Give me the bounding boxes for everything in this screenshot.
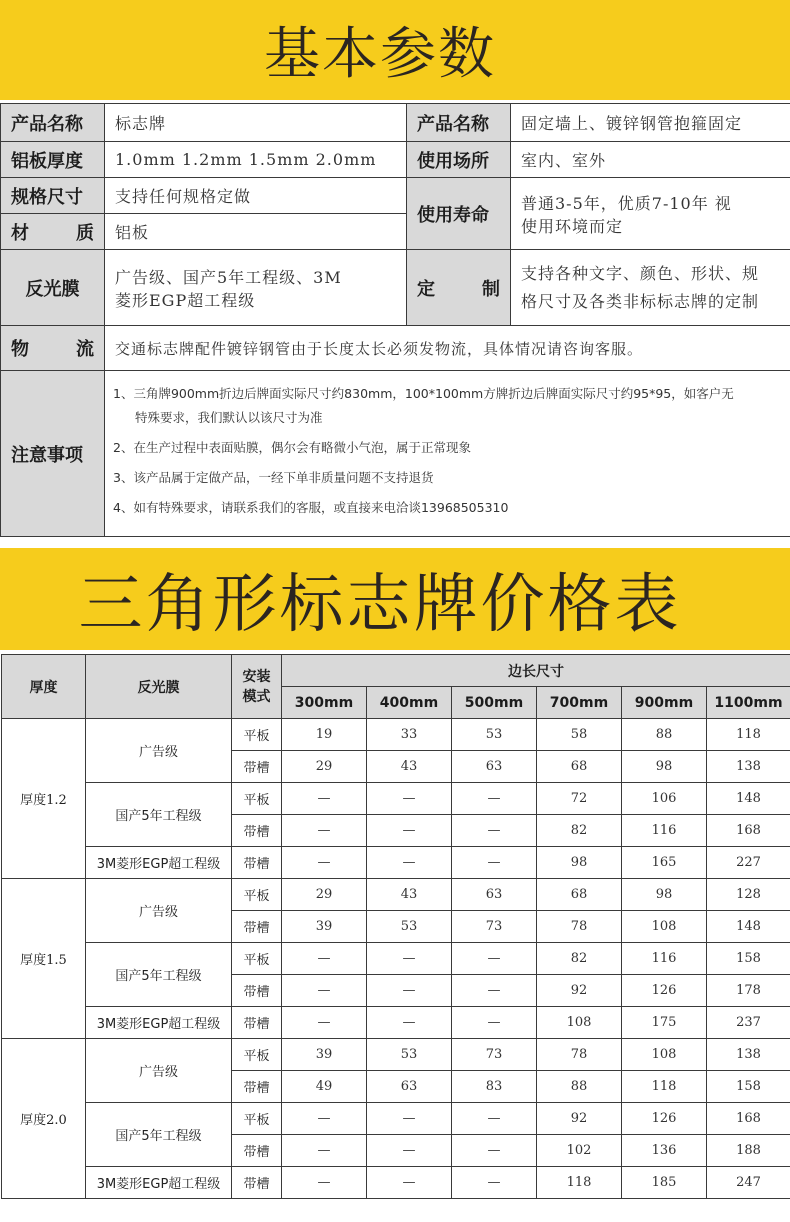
- mount-cell: 带槽: [232, 975, 282, 1007]
- price-cell: 73: [452, 911, 537, 943]
- price-cell: 98: [537, 847, 622, 879]
- notes-value: [105, 371, 790, 537]
- price-cell: 53: [367, 1039, 452, 1071]
- table-row: [2, 1039, 790, 1071]
- note-1: 1、三角牌900mm折边后牌面实际尺寸约830mm，100*100mm方牌折边后牌面实际尺寸约95*95，如客户无: [113, 385, 734, 401]
- custom-line-2: 格尺寸及各类非标标志牌的定制: [521, 291, 760, 311]
- product-name-label: 产品名称: [1, 104, 105, 142]
- size-header: 700mm: [537, 687, 622, 719]
- price-cell: 106: [622, 783, 707, 815]
- price-cell: 237: [707, 1007, 790, 1039]
- film-cell: 3M菱形EGP超工程级: [86, 1007, 232, 1039]
- custom-line-1: 支持各种文字、颜色、形状、规: [521, 263, 760, 283]
- banner-title: 三角形标志牌价格表: [78, 568, 682, 642]
- price-cell: —: [282, 783, 367, 815]
- price-cell: —: [367, 815, 452, 847]
- price-cell: 158: [707, 943, 790, 975]
- price-cell: 63: [452, 751, 537, 783]
- price-cell: —: [452, 1135, 537, 1167]
- price-cell: 43: [367, 879, 452, 911]
- price-cell: —: [367, 1103, 452, 1135]
- note-4: 4、如有特殊要求，请联系我们的客服，或直接来电洽谈13968505310: [113, 499, 509, 515]
- mount-cell: 平板: [232, 1103, 282, 1135]
- params-row: [1, 142, 790, 178]
- mount-cell: 平板: [232, 879, 282, 911]
- price-cell: 83: [452, 1071, 537, 1103]
- params-row: [1, 250, 790, 326]
- fixing-value: 固定墙上、镀锌钢管抱箍固定: [511, 104, 790, 142]
- head-thickness: 厚度: [2, 655, 86, 719]
- price-cell: —: [282, 847, 367, 879]
- price-cell: —: [367, 783, 452, 815]
- price-cell: 148: [707, 911, 790, 943]
- mount-cell: 带槽: [232, 1167, 282, 1199]
- thickness-label: 铝板厚度: [1, 142, 105, 178]
- price-cell: —: [367, 943, 452, 975]
- price-cell: 118: [537, 1167, 622, 1199]
- table-row: [2, 943, 790, 975]
- table-row: [2, 847, 790, 879]
- price-cell: 126: [622, 975, 707, 1007]
- notes-label: 注意事项: [1, 371, 105, 537]
- price-cell: 92: [537, 1103, 622, 1135]
- mount-cell: 平板: [232, 719, 282, 751]
- head-side: 边长尺寸: [282, 655, 790, 687]
- size-value: 支持任何规格定做: [105, 178, 407, 214]
- price-cell: 88: [537, 1071, 622, 1103]
- film-cell: 国产5年工程级: [86, 1103, 232, 1167]
- life-label: 使用寿命: [407, 178, 511, 250]
- size-label: 规格尺寸: [1, 178, 105, 214]
- price-cell: —: [452, 1007, 537, 1039]
- price-cell: 168: [707, 815, 790, 847]
- price-cell: 158: [707, 1071, 790, 1103]
- product-name-value: 标志牌: [105, 104, 407, 142]
- thickness-cell: 厚度1.5: [2, 879, 86, 1039]
- price-cell: —: [367, 847, 452, 879]
- mount-cell: 带槽: [232, 1135, 282, 1167]
- size-header: 400mm: [367, 687, 452, 719]
- price-cell: 19: [282, 719, 367, 751]
- head-mount-line-2: 模式: [242, 688, 271, 705]
- price-cell: 116: [622, 943, 707, 975]
- price-cell: 126: [622, 1103, 707, 1135]
- size-header: 1100mm: [707, 687, 790, 719]
- price-cell: 39: [282, 911, 367, 943]
- mount-cell: 平板: [232, 943, 282, 975]
- price-cell: 68: [537, 751, 622, 783]
- price-cell: 175: [622, 1007, 707, 1039]
- price-cell: 136: [622, 1135, 707, 1167]
- price-cell: 118: [707, 719, 790, 751]
- head-film: 反光膜: [86, 655, 232, 719]
- price-cell: 108: [622, 911, 707, 943]
- price-cell: 63: [452, 879, 537, 911]
- material-value: 铝板: [105, 214, 407, 250]
- price-cell: 82: [537, 943, 622, 975]
- price-cell: 68: [537, 879, 622, 911]
- price-cell: —: [367, 1167, 452, 1199]
- table-row: [2, 719, 790, 751]
- price-cell: 247: [707, 1167, 790, 1199]
- film-label: 反光膜: [1, 250, 105, 326]
- head-mount: [232, 655, 282, 719]
- price-cell: 29: [282, 879, 367, 911]
- price-cell: —: [367, 1007, 452, 1039]
- price-header-row: [2, 655, 790, 687]
- material-label: 材 质: [1, 214, 105, 250]
- basic-params-banner: [0, 0, 790, 100]
- price-cell: 138: [707, 1039, 790, 1071]
- mount-cell: 带槽: [232, 751, 282, 783]
- price-cell: —: [282, 975, 367, 1007]
- price-cell: 39: [282, 1039, 367, 1071]
- price-cell: —: [452, 943, 537, 975]
- price-table-banner: [0, 548, 790, 650]
- price-cell: 178: [707, 975, 790, 1007]
- price-cell: 116: [622, 815, 707, 847]
- mount-cell: 平板: [232, 783, 282, 815]
- life-line-1: 普通3-5年，优质7-10年 视: [521, 193, 732, 213]
- price-body: [2, 719, 790, 1199]
- banner-title: 基本参数: [264, 22, 496, 87]
- life-line-2: 使用环境而定: [521, 216, 624, 236]
- usage-label: 使用场所: [407, 142, 511, 178]
- price-cell: —: [367, 975, 452, 1007]
- price-table: [1, 654, 790, 1199]
- price-cell: 72: [537, 783, 622, 815]
- table-row: [2, 1007, 790, 1039]
- price-cell: 78: [537, 911, 622, 943]
- params-row: [1, 104, 790, 142]
- price-cell: 108: [622, 1039, 707, 1071]
- logistics-label: 物 流: [1, 326, 105, 371]
- price-cell: 98: [622, 751, 707, 783]
- note-1-cont: 特殊要求，我们默认以该尺寸为准: [135, 409, 323, 425]
- price-cell: —: [282, 1007, 367, 1039]
- size-header: 900mm: [622, 687, 707, 719]
- note-2: 2、在生产过程中表面贴膜，偶尔会有略微小气泡，属于正常现象: [113, 439, 471, 455]
- price-cell: 185: [622, 1167, 707, 1199]
- price-cell: 29: [282, 751, 367, 783]
- price-cell: —: [282, 1167, 367, 1199]
- mount-cell: 带槽: [232, 1071, 282, 1103]
- custom-value: [511, 250, 790, 326]
- mount-cell: 带槽: [232, 847, 282, 879]
- price-cell: 128: [707, 879, 790, 911]
- film-value: [105, 250, 407, 326]
- params-row: [1, 178, 790, 214]
- price-cell: 82: [537, 815, 622, 847]
- price-cell: 88: [622, 719, 707, 751]
- thickness-cell: 厚度1.2: [2, 719, 86, 879]
- price-cell: 49: [282, 1071, 367, 1103]
- price-cell: 118: [622, 1071, 707, 1103]
- table-row: [2, 879, 790, 911]
- size-header: 500mm: [452, 687, 537, 719]
- film-cell: 广告级: [86, 1039, 232, 1103]
- price-cell: 33: [367, 719, 452, 751]
- price-cell: —: [367, 1135, 452, 1167]
- price-cell: 148: [707, 783, 790, 815]
- film-cell: 广告级: [86, 719, 232, 783]
- head-mount-line-1: 安装: [242, 668, 271, 685]
- film-line-1: 广告级、国产5年工程级、3M: [115, 267, 342, 287]
- price-cell: 138: [707, 751, 790, 783]
- table-row: [2, 1167, 790, 1199]
- price-cell: —: [452, 783, 537, 815]
- price-cell: 168: [707, 1103, 790, 1135]
- price-cell: 58: [537, 719, 622, 751]
- price-cell: —: [282, 1103, 367, 1135]
- price-cell: 108: [537, 1007, 622, 1039]
- film-line-2: 菱形EGP超工程级: [115, 290, 256, 310]
- price-cell: 102: [537, 1135, 622, 1167]
- custom-label: 定 制: [407, 250, 511, 326]
- price-cell: 53: [452, 719, 537, 751]
- size-header: 300mm: [282, 687, 367, 719]
- table-row: [2, 1103, 790, 1135]
- film-cell: 3M菱形EGP超工程级: [86, 847, 232, 879]
- price-cell: 73: [452, 1039, 537, 1071]
- price-cell: —: [452, 1103, 537, 1135]
- price-cell: —: [452, 975, 537, 1007]
- logistics-value: 交通标志牌配件镀锌钢管由于长度太长必须发物流，具体情况请咨询客服。: [105, 326, 790, 371]
- film-cell: 广告级: [86, 879, 232, 943]
- price-cell: 53: [367, 911, 452, 943]
- params-table: [0, 103, 790, 537]
- table-row: [2, 783, 790, 815]
- price-cell: 63: [367, 1071, 452, 1103]
- fixing-label: 产品名称: [407, 104, 511, 142]
- price-cell: 98: [622, 879, 707, 911]
- film-cell: 国产5年工程级: [86, 783, 232, 847]
- mount-cell: 平板: [232, 1039, 282, 1071]
- price-cell: 165: [622, 847, 707, 879]
- life-value: [511, 178, 790, 250]
- thickness-cell: 厚度2.0: [2, 1039, 86, 1199]
- usage-value: 室内、室外: [511, 142, 790, 178]
- price-cell: —: [282, 943, 367, 975]
- price-cell: —: [282, 1135, 367, 1167]
- price-cell: —: [452, 815, 537, 847]
- params-row: [1, 326, 790, 371]
- price-cell: 92: [537, 975, 622, 1007]
- film-cell: 3M菱形EGP超工程级: [86, 1167, 232, 1199]
- price-cell: 78: [537, 1039, 622, 1071]
- note-3: 3、该产品属于定做产品，一经下单非质量问题不支持退货: [113, 469, 434, 485]
- mount-cell: 带槽: [232, 911, 282, 943]
- mount-cell: 带槽: [232, 1007, 282, 1039]
- price-cell: —: [282, 815, 367, 847]
- params-row: [1, 371, 790, 537]
- price-cell: 43: [367, 751, 452, 783]
- price-cell: —: [452, 847, 537, 879]
- price-cell: —: [452, 1167, 537, 1199]
- price-cell: 188: [707, 1135, 790, 1167]
- mount-cell: 带槽: [232, 815, 282, 847]
- price-cell: 227: [707, 847, 790, 879]
- thickness-value: 1.0mm 1.2mm 1.5mm 2.0mm: [105, 142, 407, 178]
- film-cell: 国产5年工程级: [86, 943, 232, 1007]
